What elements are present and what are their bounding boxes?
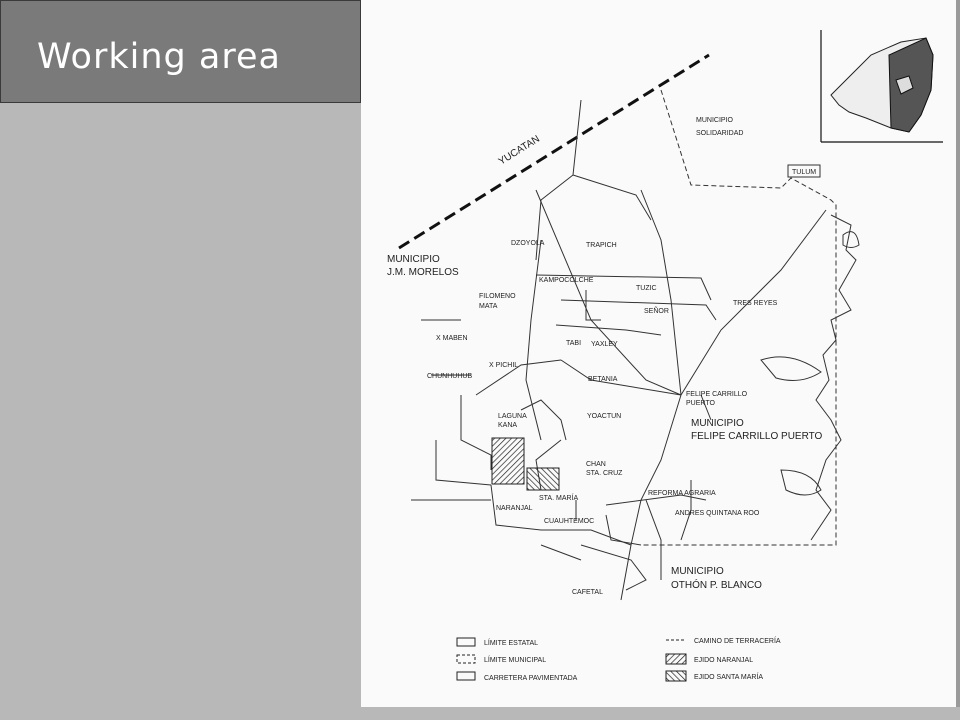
- locality-trapich: TRAPICH: [586, 242, 617, 249]
- yucatan-label: YUCATAN: [496, 133, 542, 168]
- legend-limite-estatal: LÍMITE ESTATAL: [484, 640, 539, 647]
- locality-x-maben: X MABEN: [436, 335, 468, 342]
- solidaridad-label-2: SOLIDARIDAD: [696, 130, 744, 137]
- ejido-naranjal-area: [492, 438, 524, 484]
- locality-senor: SEÑOR: [644, 308, 669, 315]
- locality-x-pichil: X PICHIL: [489, 362, 519, 369]
- locality-yoactun: YOACTUN: [587, 413, 622, 420]
- legend-swatch-carretera: [457, 672, 475, 680]
- jm-morelos-label-1: MUNICIPIO: [387, 254, 440, 265]
- locality-tuzic: TUZIC: [636, 285, 657, 292]
- coastline: [761, 215, 859, 540]
- locality-chunhuhub: CHUNHUHUB: [427, 373, 473, 380]
- bottom-edge-strip: [361, 707, 960, 720]
- locality-fcp-town-1: FELIPE CARRILLO: [686, 391, 748, 398]
- locality-fcp-town-2: PUERTO: [686, 400, 715, 407]
- legend-swatch-limite-estatal: [457, 638, 475, 646]
- opb-label-2: OTHÓN P. BLANCO: [671, 580, 762, 591]
- locality-naranjal: NARANJAL: [496, 505, 533, 512]
- legend-carretera: CARRETERA PAVIMENTADA: [484, 675, 578, 682]
- locality-yaxley: YAXLEY: [591, 341, 618, 348]
- locality-reforma: REFORMA AGRARIA: [648, 490, 716, 497]
- locality-laguna-2: KANA: [498, 422, 518, 429]
- fcp-label-2: FELIPE CARRILLO PUERTO: [691, 431, 823, 442]
- slide-title: Working area: [37, 37, 281, 77]
- locality-filomeno-2: MATA: [479, 303, 498, 310]
- solidaridad-label-1: MUNICIPIO: [696, 117, 733, 124]
- locality-andres: ANDRES QUINTANA ROO: [675, 510, 760, 517]
- legend-camino: CAMINO DE TERRACERÍA: [694, 638, 781, 645]
- map-legend: [457, 636, 781, 682]
- locality-sta-maria: STA. MARÍA: [539, 495, 579, 502]
- locality-tres-reyes: TRES REYES: [733, 300, 778, 307]
- fcp-label-1: MUNICIPIO: [691, 418, 744, 429]
- state-boundary: [399, 55, 709, 248]
- working-area-map: [361, 0, 956, 707]
- jm-morelos-label-2: J.M. MORELOS: [387, 267, 459, 278]
- inset-locator-map: [821, 30, 943, 142]
- locality-tabi: TABI: [566, 340, 582, 347]
- locality-betania: BETANIA: [588, 376, 618, 383]
- locality-laguna-1: LAGUNA: [498, 413, 527, 420]
- title-banner: [0, 0, 361, 103]
- legend-limite-municipal: LÍMITE MUNICIPAL: [484, 657, 547, 664]
- locality-chan-2: STA. CRUZ: [586, 470, 623, 477]
- tulum-label: TULUM: [792, 169, 817, 176]
- boundary-lines: [411, 90, 836, 600]
- left-panel: [0, 103, 361, 720]
- legend-ejido-naranjal: EJIDO NARANJAL: [694, 657, 754, 664]
- locality-cafetal: CAFETAL: [572, 589, 603, 596]
- locality-chan-1: CHAN: [586, 461, 606, 468]
- ejido-santa-maria-area: [527, 468, 559, 490]
- locality-kampocolche: KAMPOCOLCHE: [539, 277, 594, 284]
- legend-swatch-ejido-santa-maria: [666, 671, 686, 681]
- locality-filomeno-1: FILOMENO: [479, 293, 516, 300]
- legend-ejido-santa-maria: EJIDO SANTA MARÍA: [694, 674, 764, 681]
- locality-dzoyola: DZOYOLA: [511, 240, 545, 247]
- legend-swatch-limite-municipal: [457, 655, 475, 663]
- map-sheet: [361, 0, 956, 707]
- opb-label-1: MUNICIPIO: [671, 566, 724, 577]
- legend-swatch-ejido-naranjal: [666, 654, 686, 664]
- right-edge-strip: [956, 0, 960, 720]
- locality-cuauhtemoc: CUAUHTEMOC: [544, 518, 595, 525]
